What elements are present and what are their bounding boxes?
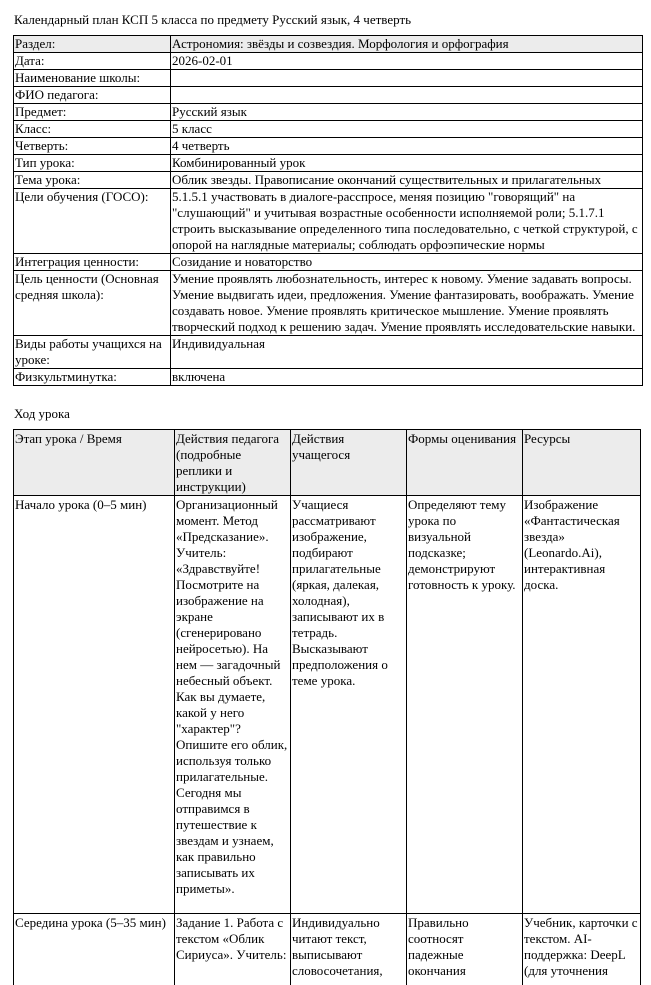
column-header-stage: Этап урока / Время bbox=[14, 430, 175, 496]
info-label: Четверть: bbox=[14, 138, 171, 155]
info-label: Тема урока: bbox=[14, 172, 171, 189]
info-row-school bbox=[14, 70, 643, 87]
info-value: 4 четверть bbox=[171, 138, 643, 155]
lesson-row-start bbox=[14, 496, 641, 914]
info-row-subject bbox=[14, 104, 643, 121]
column-header-assessment: Формы оценивания bbox=[407, 430, 523, 496]
document-title: Календарный план КСП 5 класса по предмету Русский язык, 4 четверть bbox=[14, 12, 412, 27]
info-row-grade bbox=[14, 121, 643, 138]
info-value: включена bbox=[171, 369, 643, 386]
info-row-lesson-type bbox=[14, 155, 643, 172]
info-value bbox=[171, 87, 643, 104]
lesson-progress-heading: Ход урока bbox=[14, 406, 70, 421]
info-value: 5.1.5.1 участвовать в диалоге-расспросе, меняя позицию "говорящий" на "слушающий" и учитывая возрастные особенности исполняемой роли; 5.1.7.1 строить высказывание определенного типа последовательно, с четкой структурой, с опорой на наглядные материалы; соблюдать орфоэпические нормы bbox=[171, 189, 643, 254]
info-label: Предмет: bbox=[14, 104, 171, 121]
info-value: Индивидуальная bbox=[171, 336, 643, 369]
info-value: Умение проявлять любознательность, интерес к новому. Умение задавать вопросы. Умение выдвигать идеи, предложения. Умение фантазировать, воображать. Умение создавать новое. Умение проявлять критическое мышление. Умение проявлять творческий подход к решению задач. Умение проявлять исследовательские навыки. bbox=[171, 271, 643, 336]
info-value: Созидание и новаторство bbox=[171, 254, 643, 271]
column-header-resources: Ресурсы bbox=[523, 430, 641, 496]
info-value: 2026-02-01 bbox=[171, 53, 643, 70]
info-label: Тип урока: bbox=[14, 155, 171, 172]
info-row-value-integration bbox=[14, 254, 643, 271]
teacher-actions-cell: Организационный момент. Метод «Предсказание». Учитель: «Здравствуйте! Посмотрите на изображение на экране (сгенерировано нейросетью). На нем — загадочный небесный объект. Как вы думаете, какой у него "характер"? Опишите его облик, используя только прилагательные. Сегодня мы отправимся в путешествие к звездам и узнаем, как правильно записывать их приметы». bbox=[175, 496, 291, 914]
info-label: Дата: bbox=[14, 53, 171, 70]
info-label: Цели обучения (ГОСО): bbox=[14, 189, 171, 254]
info-label: Наименование школы: bbox=[14, 70, 171, 87]
lesson-row-middle bbox=[14, 914, 641, 985]
info-label: Раздел: bbox=[14, 36, 171, 53]
info-row-topic bbox=[14, 172, 643, 189]
teacher-actions-cell: Задание 1. Работа с текстом «Облик Сириуса». Учитель: bbox=[175, 914, 291, 985]
info-label: Класс: bbox=[14, 121, 171, 138]
student-actions-cell: Индивидуально читают текст, выписывают словосочетания, bbox=[291, 914, 407, 985]
info-label: Физкультминутка: bbox=[14, 369, 171, 386]
info-row-date bbox=[14, 53, 643, 70]
info-value bbox=[171, 70, 643, 87]
info-value: Комбинированный урок bbox=[171, 155, 643, 172]
info-value: Облик звезды. Правописание окончаний существительных и прилагательных bbox=[171, 172, 643, 189]
info-value: Астрономия: звёзды и созвездия. Морфология и орфография bbox=[171, 36, 643, 53]
student-actions-cell: Учащиеся рассматривают изображение, подбирают прилагательные (яркая, далекая, холодная), записывают их в тетрадь. Высказывают предположения о теме урока. bbox=[291, 496, 407, 914]
info-value: Русский язык bbox=[171, 104, 643, 121]
column-header-student: Действия учащегося bbox=[291, 430, 407, 496]
lesson-info-table bbox=[13, 35, 643, 386]
info-row-pe-break bbox=[14, 369, 643, 386]
assessment-cell: Определяют тему урока по визуальной подсказке; демонстрируют готовность к уроку. bbox=[407, 496, 523, 914]
lesson-plan-table bbox=[13, 429, 641, 985]
info-row-quarter bbox=[14, 138, 643, 155]
info-label: Интеграция ценности: bbox=[14, 254, 171, 271]
info-label: ФИО педагога: bbox=[14, 87, 171, 104]
assessment-cell: Правильно соотносят падежные окончания bbox=[407, 914, 523, 985]
resources-cell: Учебник, карточки с текстом. AI-поддержка: DeepL (для уточнения bbox=[523, 914, 641, 985]
stage-cell: Середина урока (5–35 мин) bbox=[14, 914, 175, 985]
info-row-value-goal bbox=[14, 271, 643, 336]
info-value: 5 класс bbox=[171, 121, 643, 138]
column-header-teacher: Действия педагога (подробные реплики и инструкции) bbox=[175, 430, 291, 496]
lesson-header-row bbox=[14, 430, 641, 496]
info-label: Виды работы учащихся на уроке: bbox=[14, 336, 171, 369]
info-row-section bbox=[14, 36, 643, 53]
stage-cell: Начало урока (0–5 мин) bbox=[14, 496, 175, 914]
resources-cell: Изображение «Фантастическая звезда» (Leonardo.Ai), интерактивная доска. bbox=[523, 496, 641, 914]
info-row-work-types bbox=[14, 336, 643, 369]
info-label: Цель ценности (Основная средняя школа): bbox=[14, 271, 171, 336]
info-row-teacher bbox=[14, 87, 643, 104]
info-row-goals bbox=[14, 189, 643, 254]
